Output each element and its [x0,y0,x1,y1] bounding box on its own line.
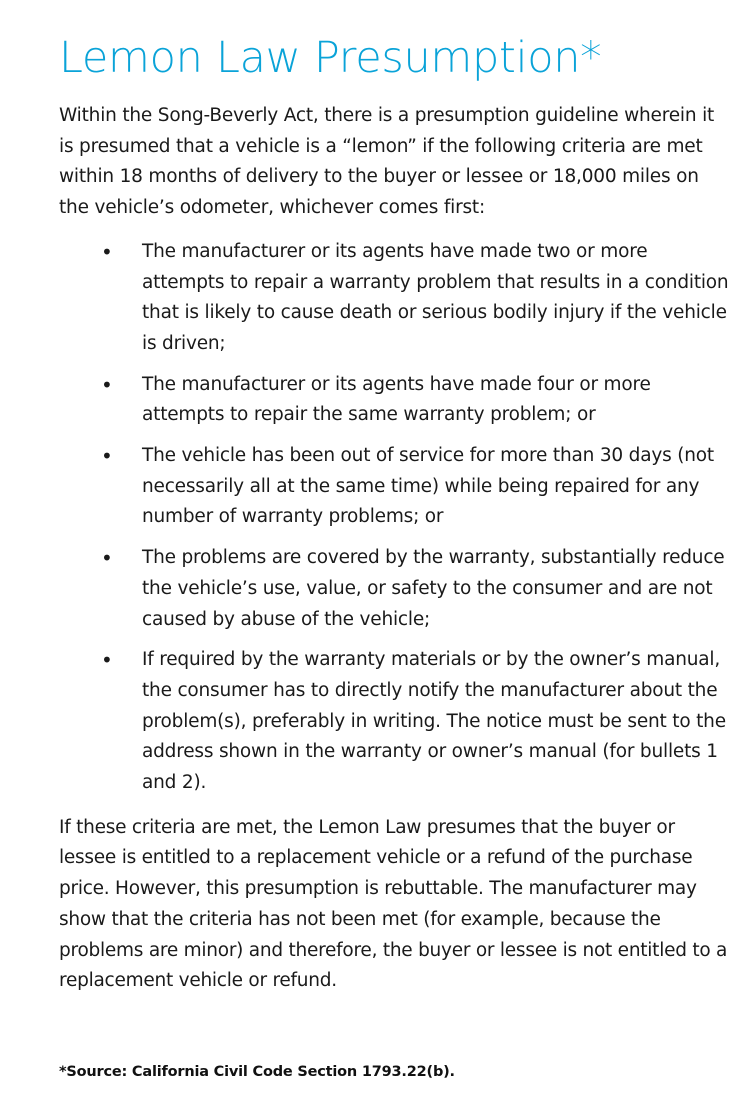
criteria-text: If required by the warranty materials or by the owner’s manual, the consumer has to directly notify the manufacturer about the problem(s), preferably in writing. The notice must be sent to the address shown in the warranty or owner’s manual (for bullets 1 and 2). [142,649,726,794]
criteria-text: The problems are covered by the warranty, substantially reduce the vehicle’s use, value, or safety to the consumer and are not caused by abuse of the vehicle; [142,547,725,630]
criteria-text: The vehicle has been out of service for more than 30 days (not necessarily all at the same time) while being repaired for any number of warranty problems; or [142,445,714,528]
list-item [101,543,729,635]
page-title: Lemon Law Presumption* [59,33,602,83]
criteria-text: The manufacturer or its agents have made four or more attempts to repair the same warranty problem; or [142,373,651,426]
list-item [101,645,729,799]
list-item [101,237,729,360]
criteria-list [59,237,729,799]
list-item [101,441,729,533]
intro-paragraph: Within the Song-Beverly Act, there is a presumption guideline wherein it is presumed that a vehicle is a “lemon” if the following criteria are met within 18 months of delivery to the buyer or lessee or 18,000 miles on the vehicle’s odometer, whichever comes first: [59,105,715,219]
bullet-icon: • [101,648,113,673]
bullet-icon: • [101,372,113,397]
document-page [59,30,729,997]
criteria-text: The manufacturer or its agents have made two or more attempts to repair a warranty problem that results in a condition that is likely to cause death or serious bodily injury if the vehicle is driven; [142,240,729,354]
bullet-icon: • [101,444,113,469]
closing-paragraph: If these criteria are met, the Lemon Law presumes that the buyer or lessee is entitled to a replacement vehicle or a refund of the purchase price. However, this presumption is rebuttable. The manufacturer may show that the criteria has not been met (for example, because the problems are minor) and therefore, the buyer or lessee is not entitled to a replacement vehicle or refund. [59,816,728,992]
bullet-icon: • [101,239,113,264]
bullet-icon: • [101,546,113,571]
list-item [101,370,729,431]
source-footnote: *Source: California Civil Code Section 1793.22(b). [59,1064,455,1080]
